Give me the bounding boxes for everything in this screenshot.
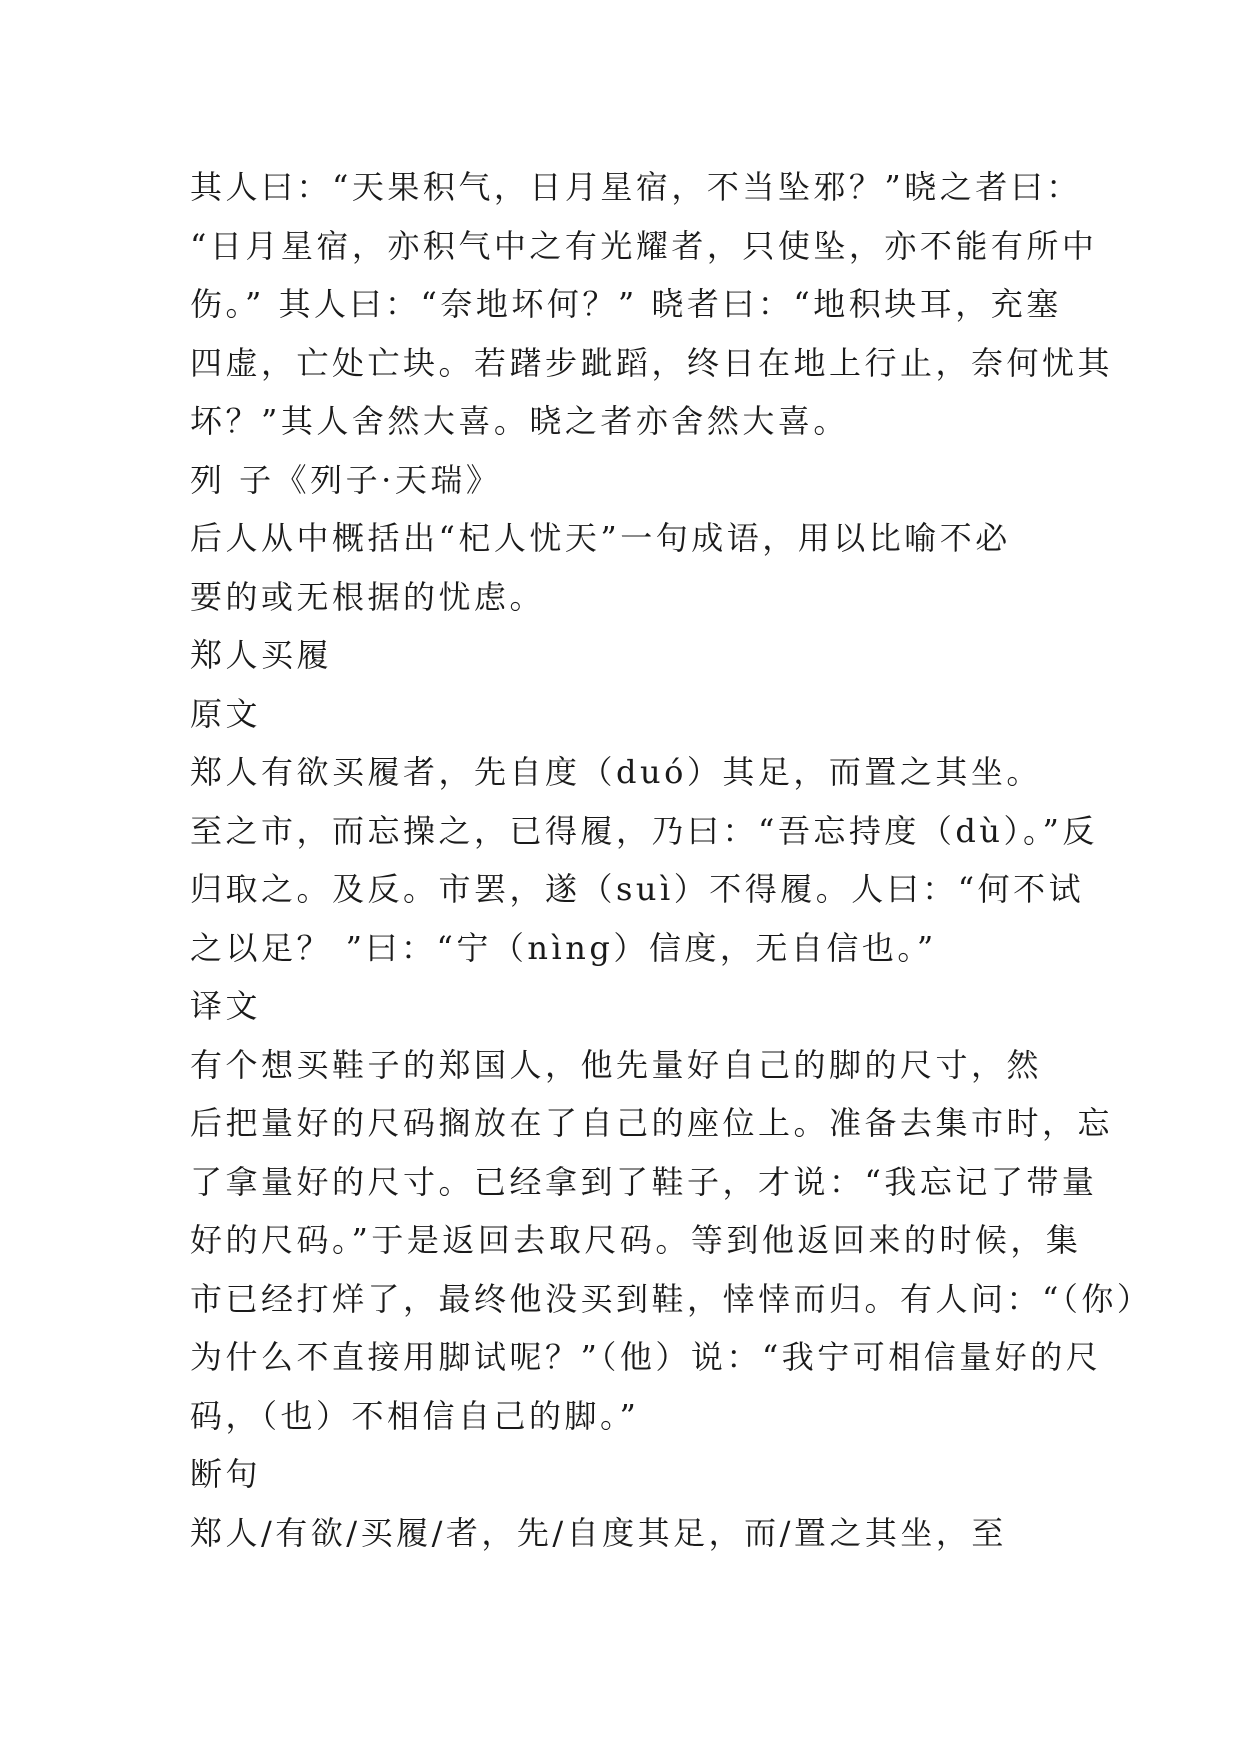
text-line: 要的或无根据的忧虑。	[190, 577, 546, 616]
text-line: 郑人/有欲/买履/者，先/自度其足，而/置之其坐，至	[190, 1513, 1007, 1552]
text-line: 归取之。及反。市罢，遂（suì）不得履。人曰：“何不试	[190, 870, 1085, 908]
text-line: 至之市，而忘操之，已得履，乃曰：“吾忘持度（dù）。”反	[190, 811, 1098, 850]
text-line: 为什么不直接用脚试呢？”（他）说：“我宁可相信量好的尺	[190, 1338, 1102, 1376]
text-line: 了拿量好的尺寸。已经拿到了鞋子，才说：“我忘记了带量	[190, 1162, 1098, 1201]
text-line: 市已经打烊了，最终他没买到鞋，悻悻而归。有人问：“（你）	[190, 1279, 1153, 1318]
text-line: 伤。” 其人曰：“奈地坏何？” 晓者曰：“地积块耳，充塞	[190, 285, 1062, 323]
text-line: 后把量好的尺码搁放在了自己的座位上。准备去集市时，忘	[190, 1104, 1114, 1142]
source-attribution: 列 子《列子·天瑞》	[190, 460, 502, 499]
text-line: 码，（也）不相信自己的脚。”	[190, 1396, 640, 1435]
text-line: 其人曰：“天果积气，日月星宿，不当坠邪？”晓之者曰：	[190, 168, 1082, 206]
text-line: 有个想买鞋子的郑国人，他先量好自己的脚的尺寸，然	[190, 1045, 1043, 1084]
section-heading-punctuation: 断句	[190, 1455, 262, 1493]
text-line: “日月星宿，亦积气中之有光耀者，只使坠，亦不能有所中	[190, 226, 1098, 265]
document-body	[190, 158, 1153, 1562]
text-line: 好的尺码。”于是返回去取尺码。等到他返回来的时候，集	[190, 1221, 1082, 1259]
section-heading-translation: 译文	[190, 987, 262, 1025]
text-line: 郑人有欲买履者，先自度（duó）其足，而置之其坐。	[190, 753, 1042, 791]
section-heading-original: 原文	[190, 694, 262, 733]
section-title: 郑人买履	[190, 636, 333, 674]
text-line: 后人从中概括出“杞人忧天”一句成语，用以比喻不必	[190, 519, 1011, 557]
text-line: 坏？”其人舍然大喜。晓之者亦舍然大喜。	[190, 402, 849, 440]
text-line: 四虚，亡处亡块。若躇步跐蹈，终日在地上行止，奈何忧其	[190, 343, 1114, 382]
text-line: 之以足？ ”曰：“宁（nìng）信度，无自信也。”	[190, 928, 937, 967]
